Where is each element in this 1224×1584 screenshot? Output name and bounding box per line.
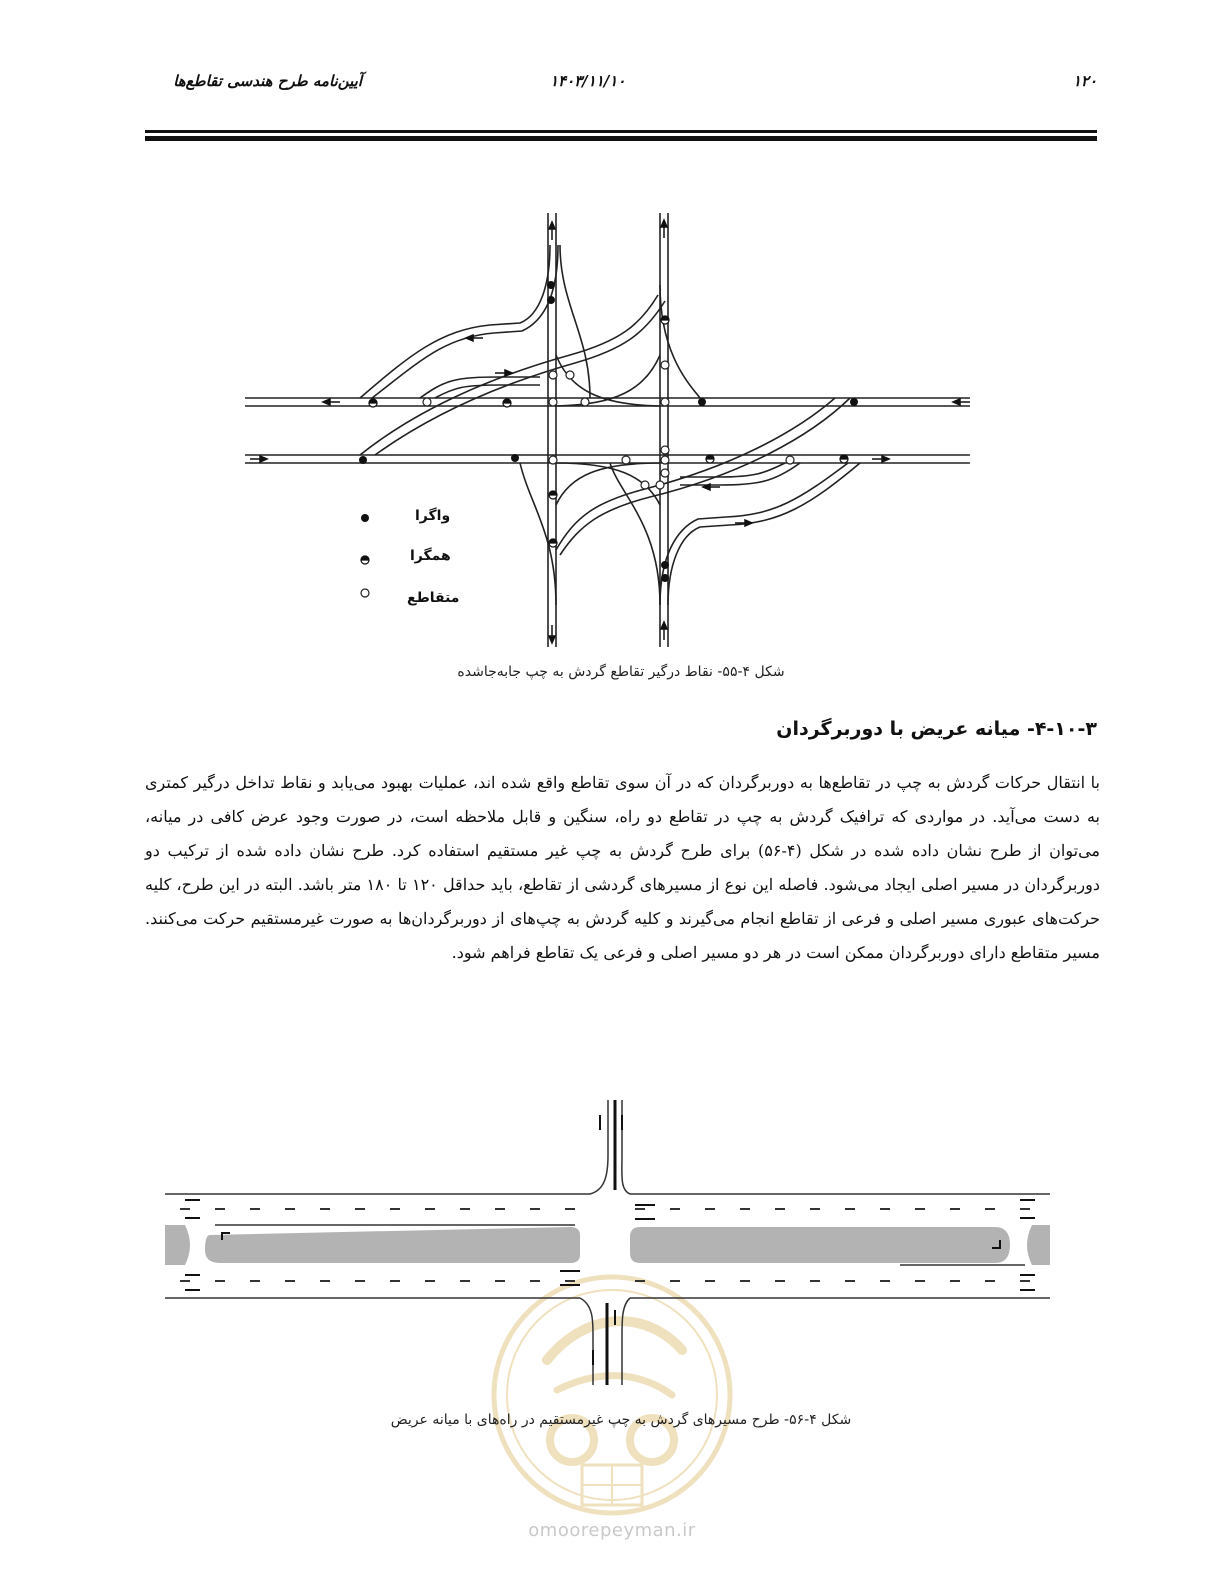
watermark-site: omoorepeyman.ir (528, 1520, 696, 1541)
header-rule-top (145, 130, 1097, 133)
page-header (145, 72, 1097, 102)
header-rule-bottom (145, 136, 1097, 141)
section-heading: ۴-۱۰-۳- میانه عریض با دوربرگردان (776, 718, 1097, 740)
header-title: آیین‌نامه طرح هندسی تقاطع‌ها (173, 72, 362, 90)
figure-56-caption: شکل ۴-۵۶- طرح مسیرهای گردش به چپ غیرمستقیم در راه‌های با میانه عریض (390, 1412, 852, 1428)
figure-55-diagram (240, 205, 980, 655)
figure-56-diagram (160, 1095, 1060, 1395)
figure-55-caption: شکل ۴-۵۵- نقاط درگیر تقاطع گردش به چپ جابه‌جاشده (457, 664, 785, 680)
header-date: ۱۴۰۳/۱۱/۱۰ (550, 72, 626, 90)
body-paragraph: با انتقال حرکات گردش به چپ در تقاطع‌ها به دوربرگردان که در آن سوی تقاطع واقع شده اند، عملیات بهبود می‌یابد و نقاط تداخل درگیر کمتری به دست می‌آید. در مواردی که ترافیک گردش به چپ در تقاطع دو راه، سنگین و قابل ملاحظه است، در صورت وجود عرض کافی در میانه، می‌توان از طرح نشان داده شده در شکل (۴-۵۶) برای طرح گردش به چپ غیر مستقیم استفاده کرد. طرح نشان داده شده از ترکیب دو دوربرگردان در مسیر اصلی ایجاد می‌شود. فاصله این نوع از مسیرهای گردشی از تقاطع، باید حداقل ۱۲۰ تا ۱۸۰ متر باشد. البته در این طرح، کلیه حرکت‌های عبوری مسیر اصلی و فرعی از تقاطع انجام می‌گیرند و کلیه گردش به چپ‌های از دوربرگردان‌ها به صورت غیرمستقیم حرکت می‌کنند. مسیر متقاطع دارای دوربرگردان ممکن است در هر دو مسیر اصلی و فرعی یک تقاطع فراهم شود. (145, 773, 1101, 962)
legend-crossing: متقاطع (407, 590, 460, 606)
legend-merge: همگرا (410, 548, 451, 564)
legend-diverge: واگرا (415, 508, 451, 524)
page-number: ۱۲۰ (1072, 72, 1097, 90)
